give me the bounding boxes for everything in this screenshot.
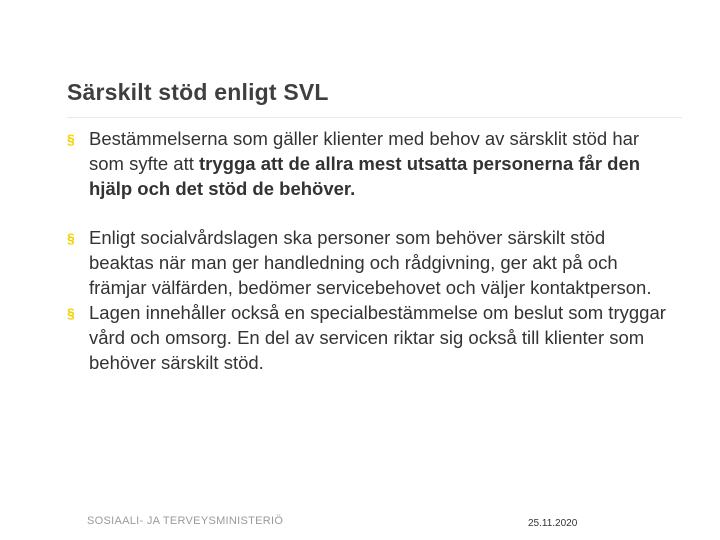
bullet-marker-icon: § [67,305,75,321]
bullet-marker-icon: § [67,230,75,246]
bullet-text: Lagen innehåller också en specialbestämmelse om beslut som tryggar vård och omsorg. En del av servicen riktar sig också till klienter som behöver särskilt stöd. [89,302,666,373]
bullet-list [67,126,667,375]
slide-title: Särskilt stöd enligt SVL [67,79,329,105]
bullet-item [67,300,667,375]
bullet-text: Enligt socialvårdslagen ska personer som behöver särskilt stöd beaktas när man ger handledning och rådgivning, ger akt på och främjar välfärden, bedömer servicebehovet och väljer kontaktperson. [89,227,652,298]
bullet-item [67,126,667,201]
title-divider [67,117,682,118]
footer-date: 25.11.2020 [528,518,578,529]
bullet-text: Bestämmelserna som gäller klienter med behov av särsklit stöd har som syfte att [89,128,640,174]
bullet-text-bold: trygga att de allra mest utsatta personerna får den hjälp och det stöd de behöver. [89,153,641,199]
bullet-item [67,225,667,300]
bullet-marker-icon: § [67,131,75,147]
ministry-logo: SOSIAALI- JA TERVEYSMINISTERIÖ [87,515,284,527]
